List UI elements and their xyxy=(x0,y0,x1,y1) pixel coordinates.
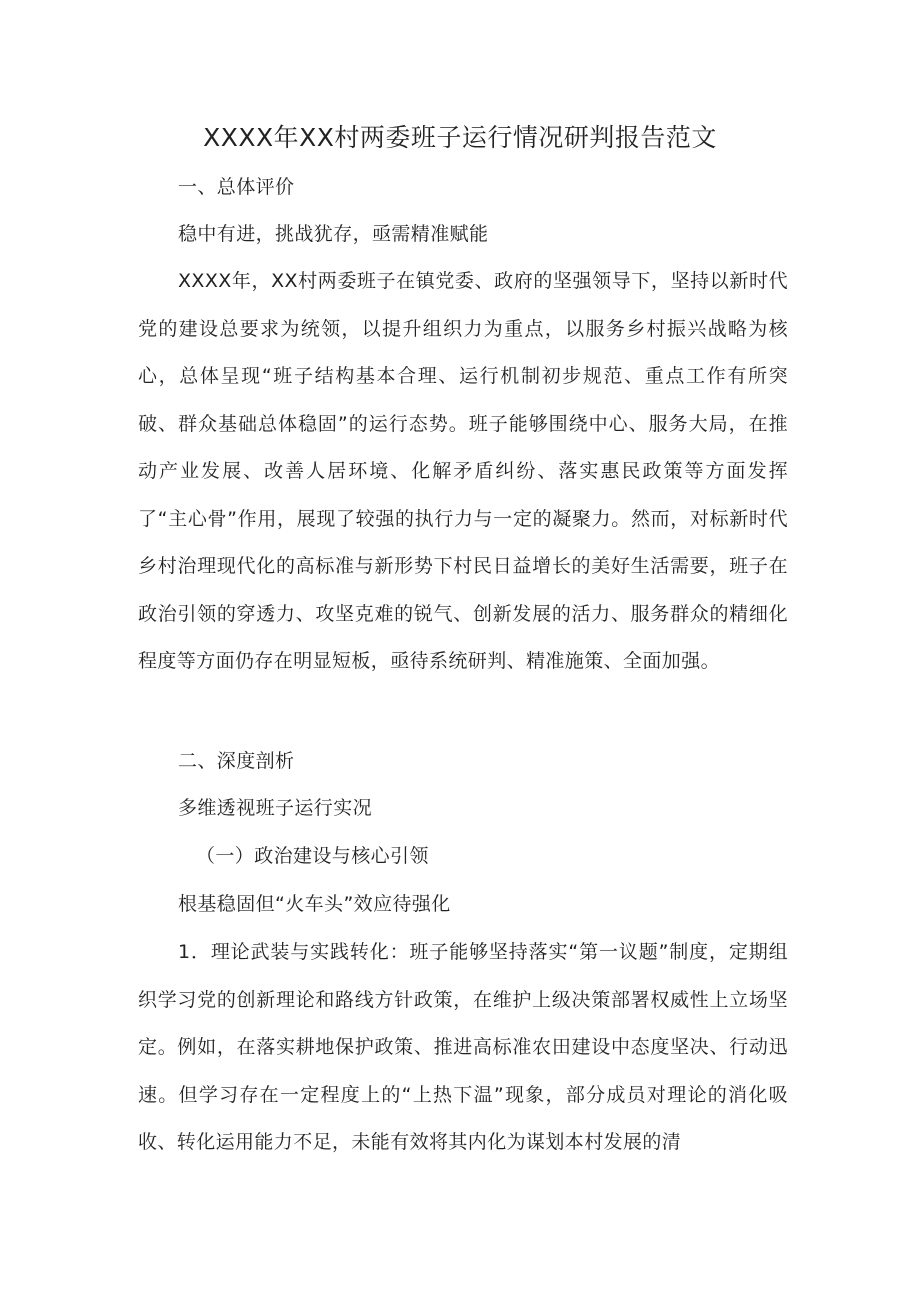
item-1-text: 1．理论武装与实践转化：班子能够坚持落实“第一议题”制度，定期组织学习党的创新理论和路线方针政策，在维护上级决策部署权威性上立场坚定。例如，在落实耕地保护政策、推进高标准农田建设中态度坚决、行动迅速。但学习存在一定程度上的“上热下温”现象，部分成员对理论的消化吸收、转化运用能力不足，未能有效将其内化为谋划本村发展的清 xyxy=(138,941,788,1153)
section-1-paragraph xyxy=(138,258,788,686)
part-1-subheading: 根基稳固但“火车头”效应待强化 xyxy=(178,893,451,915)
section-1-subheading: 稳中有进，挑战犹存，亟需精准赋能 xyxy=(178,223,489,245)
part-1-heading: （一）政治建设与核心引领 xyxy=(196,845,429,867)
section-1-heading: 一、总体评价 xyxy=(178,176,295,198)
document-title: XXXX年XX村两委班子运行情况研判报告范文 xyxy=(203,123,717,152)
section-2-subheading: 多维透视班子运行实况 xyxy=(178,797,373,819)
item-1-paragraph xyxy=(138,929,788,1167)
paragraph-text: XXXX年，XX村两委班子在镇党委、政府的坚强领导下，坚持以新时代党的建设总要求为统领，以提升组织力为重点，以服务乡村振兴战略为核心，总体呈现“班子结构基本合理、运行机制初步规范、重点工作有所突破、群众基础总体稳固”的运行态势。班子能够围绕中心、服务大局，在推动产业发展、改善人居环境、化解矛盾纠纷、落实惠民政策等方面发挥了“主心骨”作用，展现了较强的执行力与一定的凝聚力。然而，对标新时代乡村治理现代化的高标准与新形势下村民日益增长的美好生活需要，班子在政治引领的穿透力、攻坚克难的锐气、创新发展的活力、服务群众的精细化程度等方面仍存在明显短板，亟待系统研判、精准施策、全面加强。 xyxy=(138,270,788,672)
section-2-heading: 二、深度剖析 xyxy=(178,750,295,772)
